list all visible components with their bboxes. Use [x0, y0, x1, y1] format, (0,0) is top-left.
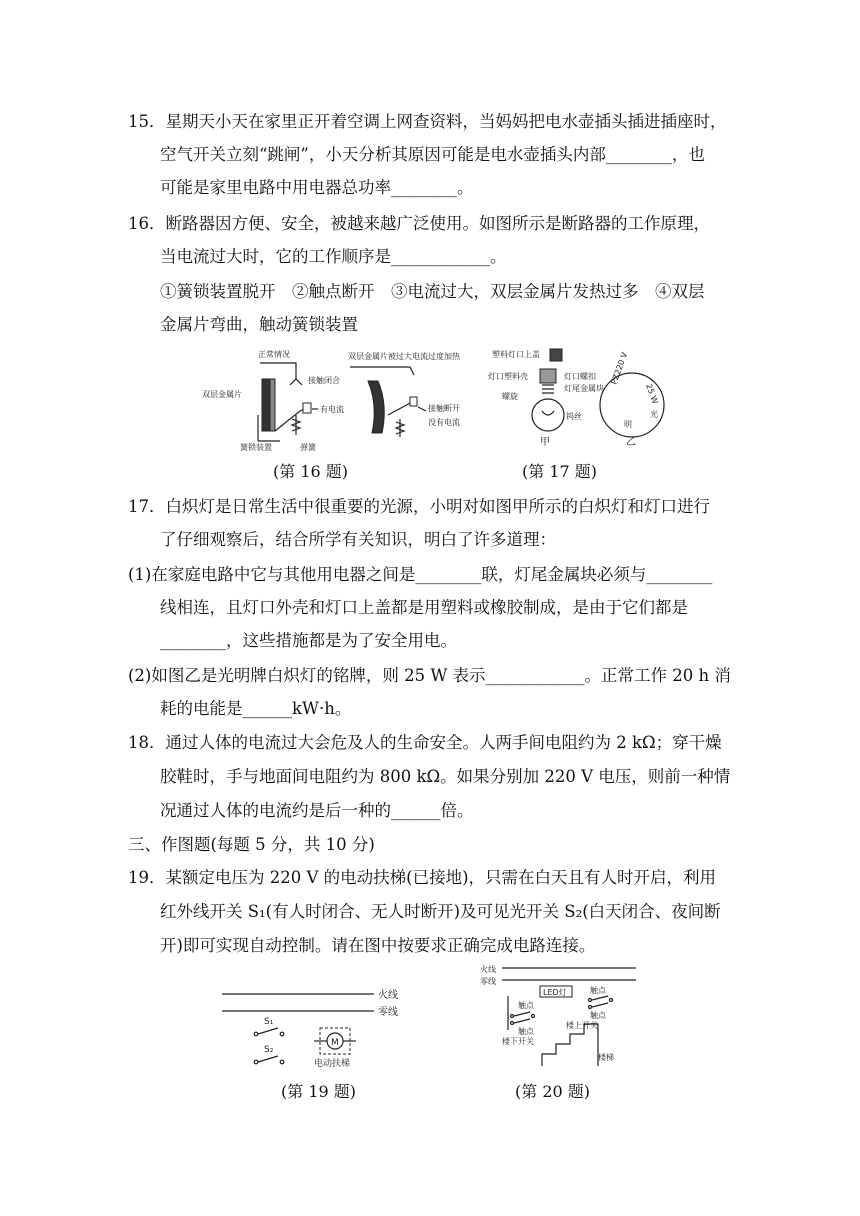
- fig20-label-contact-1: 触点: [590, 986, 606, 995]
- fig20-label-down-switch: 楼下开关: [502, 1037, 534, 1046]
- q16-line3: ①簧锁装置脱开 ②触点断开 ③电流过大，双层金属片发热过多 ④双层: [160, 282, 705, 301]
- fig16-label-contact-open: 接触断开: [428, 404, 460, 413]
- fig20-caption: (第 20 题): [515, 1082, 591, 1101]
- fig17-label-cover: 塑料灯口上盖: [492, 350, 540, 359]
- q16-line1: 16．断路器因方便、安全，被越来越广泛使用。如图所示是断路器的工作原理，: [128, 214, 710, 233]
- q19-line1: 19．某额定电压为 220 V 的电动扶梯(已接地)，只需在白天且有人时开启，利用: [128, 868, 717, 887]
- fig16-label-overheat: 双层金属片被过大电流过度加热: [348, 352, 460, 361]
- q17-line2: 了仔细观察后，结合所学有关知识，明白了许多道理：: [160, 530, 556, 549]
- fig17-label-button: 灯口螺扣: [564, 372, 596, 381]
- q15-line3: 可能是家里电路中用电器总功率________。: [160, 178, 474, 197]
- fig20-stair-light-circuit: [478, 960, 648, 1072]
- q16-line4: 金属片弯曲，触动簧锁装置: [160, 315, 358, 334]
- fig17-plate-power: 25 W: [644, 382, 660, 406]
- q17-part2-line2: 耗的电能是______kW·h。: [160, 699, 352, 718]
- fig17-plate-guang: 光: [650, 410, 658, 419]
- fig17-label-jia: 甲: [540, 437, 550, 448]
- fig17-label-yi: 乙: [626, 437, 636, 448]
- fig16-label-normal: 正常情况: [258, 350, 290, 359]
- q17-part1-line1: (1)在家庭电路中它与其他用电器之间是________联，灯尾金属块必须与________: [128, 565, 713, 584]
- fig17-bulb-diagram: [486, 345, 686, 455]
- fig19-label-neutral: 零线: [378, 1007, 398, 1018]
- q15-line2: 空气开关立刻“跳闸”，小天分析其原因可能是电水壶插头内部________，也: [160, 145, 705, 164]
- q17-part2-line1: (2)如图乙是光明牌白炽灯的铭牌，则 25 W 表示____________。正常工作 20 h 消: [128, 666, 731, 685]
- fig19-label-s2: S₂: [264, 1045, 274, 1055]
- fig16-label-spring: 弹簧: [300, 443, 316, 452]
- fig20-label-contact-3: 触点: [518, 1001, 534, 1010]
- q18-line1: 18．通过人体的电流过大会危及人的生命安全。人两手间电阻约为 2 kΩ；穿干燥: [128, 733, 722, 752]
- fig20-label-contact-4: 触点: [518, 1027, 534, 1036]
- q18-line3: 况通过人体的电流约是后一种的______倍。: [160, 801, 474, 820]
- fig20-label-up-switch: 楼上开关: [566, 1021, 598, 1030]
- fig16-label-no-current: 没有电流: [428, 418, 460, 427]
- fig16-label-latch: 簧锁装置: [240, 443, 272, 452]
- fig16-label-contact-closed: 接触闭合: [308, 376, 340, 385]
- fig17-label-shell: 灯口塑料壳: [488, 372, 528, 381]
- fig17-label-filament: 钨丝: [566, 412, 582, 421]
- section3-heading: 三、作图题(每题 5 分，共 10 分): [128, 835, 375, 854]
- fig17-plate-voltage: PZ220 V: [609, 351, 630, 386]
- fig19-motor-symbol: M: [331, 1038, 339, 1048]
- fig19-label-escalator: 电动扶梯: [314, 1059, 351, 1069]
- fig20-label-live: 火线: [480, 965, 496, 974]
- fig17-label-thread: 螺旋: [502, 392, 518, 401]
- fig20-label-stairs: 楼梯: [598, 1053, 614, 1062]
- fig19-caption: (第 19 题): [281, 1082, 357, 1101]
- fig20-led-lamp: LED灯: [543, 988, 567, 997]
- fig17-label-tail: 灯尾金属块: [564, 384, 604, 393]
- q17-part1-line2: 线相连，且灯口外壳和灯口上盖都是用塑料或橡胶制成，是由于它们都是: [160, 598, 688, 617]
- fig20-label-neutral: 零线: [480, 977, 496, 986]
- fig19-escalator-circuit: [218, 984, 418, 1074]
- q17-part1-line3: ________，这些措施都是为了安全用电。: [160, 631, 457, 650]
- q17-line1: 17．白炽灯是日常生活中很重要的光源，小明对如图甲所示的白炽灯和灯口进行: [128, 497, 710, 516]
- q19-line2: 红外线开关 S₁(有人时闭合、无人时断开)及可见光开关 S₂(白天闭合、夜间断: [160, 902, 721, 921]
- fig16-label-bimetal: 双层金属片: [202, 390, 242, 399]
- q18-line2: 胶鞋时，手与地面间电阻约为 800 kΩ。如果分别加 220 V 电压，则前一种情: [160, 767, 731, 786]
- fig17-plate-ming: 明: [624, 420, 632, 429]
- fig19-label-s1: S₁: [264, 1017, 274, 1027]
- fig17-caption: (第 17 题): [522, 462, 598, 481]
- fig16-caption: (第 16 题): [273, 462, 349, 481]
- fig16-breaker-diagram: [200, 345, 500, 455]
- fig19-label-live: 火线: [378, 990, 398, 1001]
- q15-line1: 15．星期天小天在家里正开着空调上网查资料，当妈妈把电水壶插头插进插座时，: [128, 112, 727, 131]
- q16-line2: 当电流过大时，它的工作顺序是____________。: [160, 247, 507, 266]
- fig20-label-contact-2: 触点: [590, 1011, 606, 1020]
- q19-line3: 开)即可实现自动控制。请在图中按要求正确完成电路连接。: [160, 936, 596, 955]
- fig16-label-has-current: 有电流: [320, 405, 344, 414]
